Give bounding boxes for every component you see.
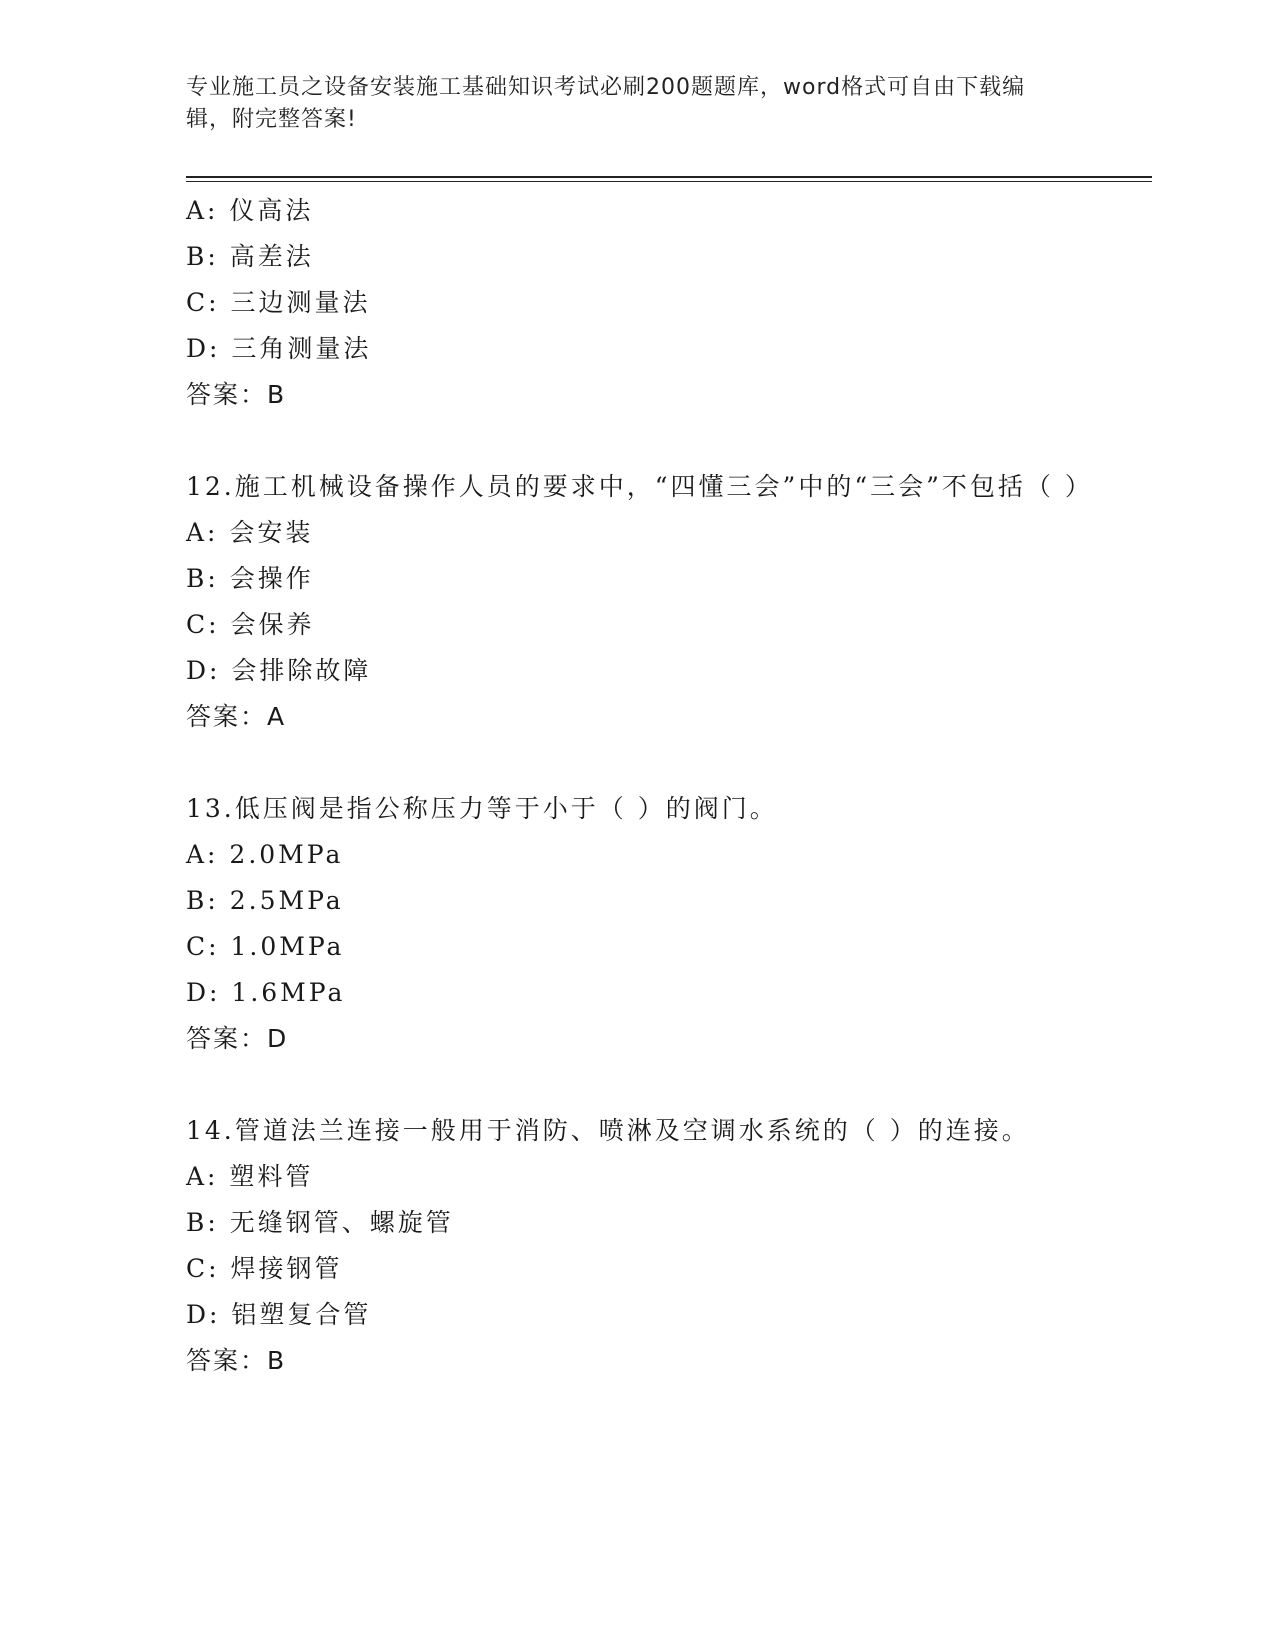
option-d: D: 铝塑复合管 <box>186 1300 372 1329</box>
option-b: B: 2.5MPa <box>186 886 344 915</box>
option-a: A: 会安装 <box>186 518 314 547</box>
option-c: C: 焊接钢管 <box>186 1254 343 1283</box>
answer-line: 答案：A <box>186 702 287 731</box>
option-d: D: 会排除故障 <box>186 656 372 685</box>
spacer <box>186 740 1116 786</box>
option-d: D: 三角测量法 <box>186 334 372 363</box>
question-content <box>186 188 1116 1384</box>
question-block-14 <box>186 1108 1116 1384</box>
question-block-12 <box>186 464 1116 740</box>
question-block-13 <box>186 786 1116 1062</box>
option-c: C: 会保养 <box>186 610 315 639</box>
page-header: 专业施工员之设备安装施工基础知识考试必刷200题题库，word格式可自由下载编辑，附完整答案! <box>186 75 1026 132</box>
header-divider-thin <box>186 181 1152 182</box>
option-c: C: 1.0MPa <box>186 932 345 961</box>
question-stem: 12.施工机械设备操作人员的要求中，“四懂三会”中的“三会”不包括（ ） <box>186 472 1093 501</box>
spacer <box>186 418 1116 464</box>
option-b: B: 高差法 <box>186 242 314 271</box>
question-stem: 14.管道法兰连接一般用于消防、喷淋及空调水系统的（ ）的连接。 <box>186 1116 1030 1145</box>
option-b: B: 会操作 <box>186 564 314 593</box>
question-stem: 13.低压阀是指公称压力等于小于（ ）的阀门。 <box>186 794 778 823</box>
answer-line: 答案：D <box>186 1024 289 1053</box>
spacer <box>186 1062 1116 1108</box>
option-c: C: 三边测量法 <box>186 288 371 317</box>
answer-line: 答案：B <box>186 1346 287 1375</box>
answer-line: 答案：B <box>186 380 287 409</box>
option-b: B: 无缝钢管、螺旋管 <box>186 1208 454 1237</box>
option-a: A: 2.0MPa <box>186 840 344 869</box>
header-divider-thick <box>186 176 1152 178</box>
option-d: D: 1.6MPa <box>186 978 346 1007</box>
question-block-11 <box>186 188 1116 418</box>
option-a: A: 塑料管 <box>186 1162 314 1191</box>
option-a: A: 仪高法 <box>186 196 314 225</box>
